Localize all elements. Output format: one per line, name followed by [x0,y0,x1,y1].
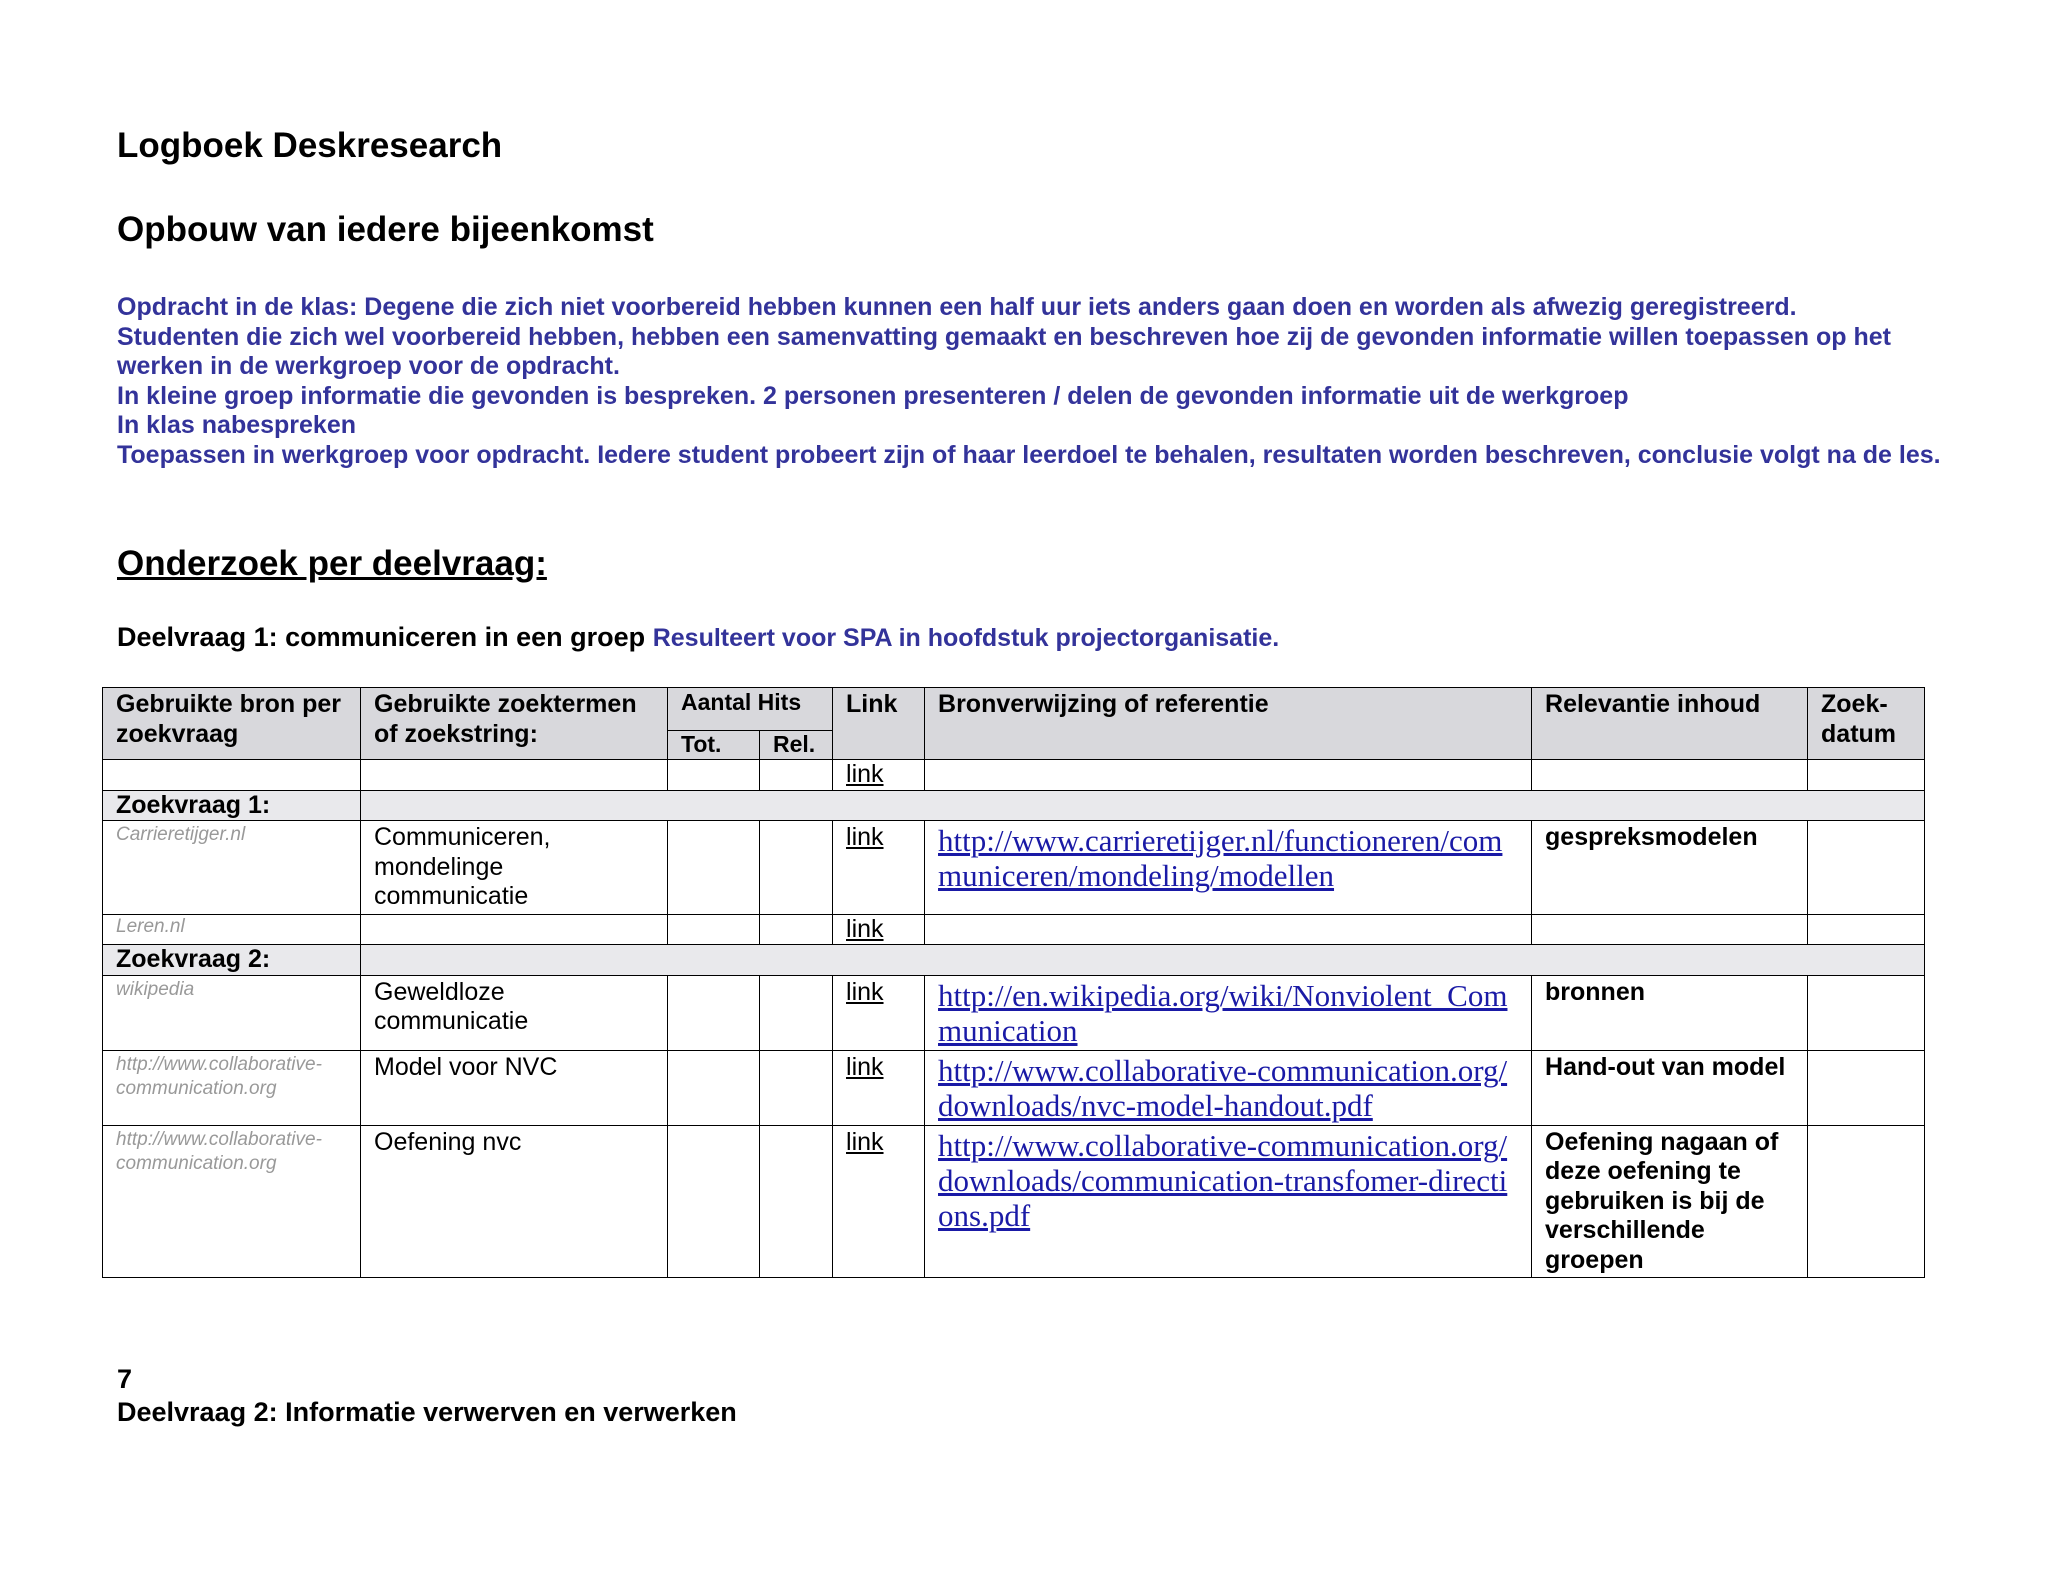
source-cell: Leren.nl [103,914,361,945]
reference-link[interactable]: http://en.wikipedia.org/wiki/Nonviolent_Communication [938,977,1508,1048]
header-zoektermen: Gebruikte zoektermen of zoekstring: [361,688,668,760]
relevance-cell: Hand-out van model [1532,1050,1808,1125]
link[interactable]: link [846,914,884,943]
intro-line: Toepassen in werkgroep voor opdracht. Iedere student probeert zijn of haar leerdoel te behalen, resultaten worden beschreven, conclusie volgt na de les. [117,440,1941,469]
intro-line: Opdracht in de klas: Degene die zich niet voorbereid hebben kunnen een half uur iets anders gaan doen en worden als afwezig geregistreerd. [117,293,1797,321]
table-row [103,975,1925,1050]
reference-link[interactable]: http://www.collaborative-communication.org/downloads/nvc-model-handout.pdf [938,1052,1508,1123]
header-rel: Rel. [760,731,833,760]
deelvraag-1-note: Resulteert voor SPA in hoofdstuk projectorganisatie. [652,624,1280,652]
search-terms-cell: Geweldloze communicatie [361,975,668,1050]
deelvraag-1-heading [117,622,1279,653]
table-row [103,914,1925,945]
header-bron: Gebruikte bron per zoekvraag [103,688,361,760]
source-cell: http://www.collaborative-communication.org [103,1125,361,1278]
table-row [103,1050,1925,1125]
intro-line: Studenten die zich wel voorbereid hebben, hebben een samenvatting gemaakt en beschreven hoe zij de gevonden informatie willen toepassen op het werken in de werkgroep voor de opdracht. [117,322,1891,380]
intro-line: In kleine groep informatie die gevonden is bespreken. 2 personen presenteren / delen de gevonden informatie uit de werkgroep [117,381,1629,410]
search-terms-cell: Communiceren, mondelinge communicatie [361,821,668,915]
intro-line: In klas nabespreken [117,411,357,439]
source-cell: http://www.collaborative-communication.org [103,1050,361,1125]
document-title: Logboek Deskresearch [117,126,503,165]
table-row [103,760,1925,791]
reference-link[interactable]: http://www.collaborative-communication.org/downloads/communication-transfomer-directions.pdf [938,1127,1508,1233]
section-subtitle: Opbouw van iedere bijeenkomst [117,210,654,249]
reference-link[interactable]: http://www.carrieretijger.nl/functioneren/communiceren/mondeling/modellen [938,823,1503,893]
table-row [103,1125,1925,1278]
link[interactable]: link [846,823,884,851]
group-row [103,790,1925,821]
source-cell: Carrieretijger.nl [103,821,361,915]
link[interactable]: link [846,977,884,1006]
deelvraag-2-heading: Deelvraag 2: Informatie verwerven en verwerken [117,1397,737,1427]
relevance-cell: gespreksmodelen [1532,821,1808,915]
source-cell: wikipedia [103,975,361,1050]
section-heading: Onderzoek per deelvraag: [117,544,547,583]
header-bronverwijzing: Bronverwijzing of referentie [925,688,1532,760]
link[interactable]: link [846,1127,884,1156]
intro-text [117,293,1947,470]
search-log-table [102,687,1925,1278]
deelvraag-1-label: Deelvraag 1: communiceren in een groep [117,622,646,652]
zoekvraag-2-label: Zoekvraag 2: [103,945,361,976]
relevance-cell: bronnen [1532,975,1808,1050]
search-terms-cell: Model voor NVC [361,1050,668,1125]
group-row [103,945,1925,976]
page-number: 7 [117,1364,133,1394]
link[interactable]: link [846,760,884,788]
relevance-cell: Oefening nagaan of deze oefening te gebruiken is bij de verschillende groepen [1532,1125,1808,1278]
search-terms-cell: Oefening nvc [361,1125,668,1278]
table-row [103,821,1925,915]
header-zoekdatum: Zoek-datum [1808,688,1925,760]
header-link: Link [833,688,925,760]
header-relevantie: Relevantie inhoud [1532,688,1808,760]
header-tot: Tot. [668,731,760,760]
header-aantal-hits: Aantal Hits [668,688,833,731]
link[interactable]: link [846,1052,884,1081]
zoekvraag-1-label: Zoekvraag 1: [103,790,361,821]
